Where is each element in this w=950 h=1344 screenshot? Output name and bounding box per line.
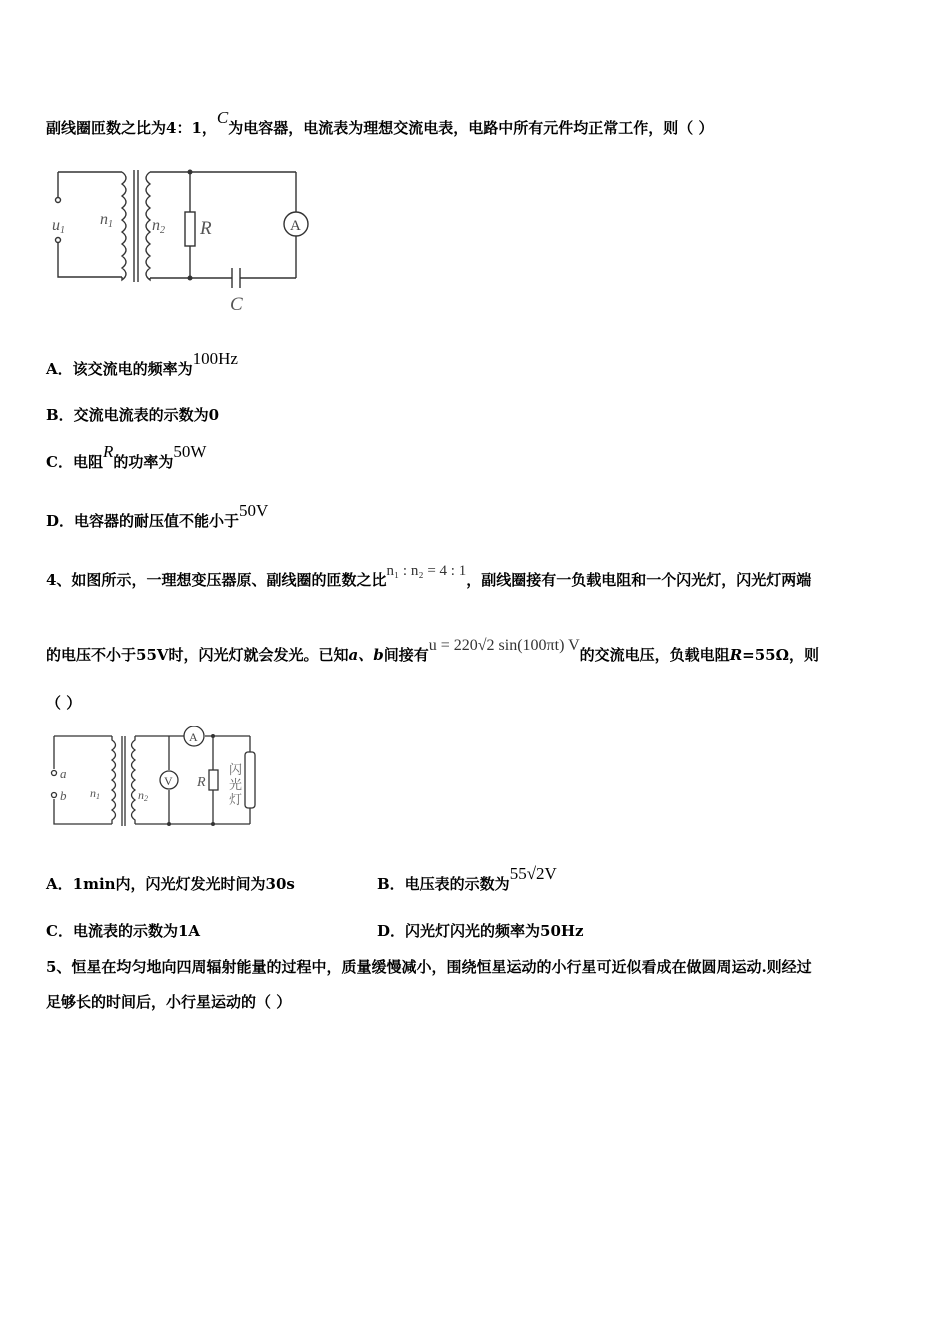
- q3-option-d-text: D．电容器的耐压值不能小于: [46, 512, 240, 530]
- label-u1: u: [52, 217, 60, 234]
- q3-option-a-value: 100Hz: [192, 349, 238, 368]
- label-n2: n: [138, 788, 144, 802]
- label-terminal-a: a: [60, 766, 67, 781]
- q4-option-b: [377, 864, 557, 894]
- q3-option-c-text1: C．电阻: [46, 453, 103, 471]
- q4-line2-r: R: [729, 646, 743, 664]
- label-n1-sub: 1: [108, 219, 113, 230]
- q3-option-c-text2: 的功率为: [113, 453, 174, 471]
- label-voltmeter: V: [164, 774, 173, 788]
- q4-option-d: D．闪光灯闪光的频率为50Hz: [377, 922, 584, 940]
- label-u1-sub: 1: [60, 225, 65, 236]
- q4-line2-d: =55Ω，则: [742, 646, 819, 664]
- q4-line2-c: 的交流电压，负载电阻: [579, 646, 730, 664]
- label-c: C: [230, 294, 243, 315]
- q3-stem-part1: 副线圈匝数之比为4：1，: [46, 119, 217, 137]
- q3-option-a-text: A．该交流电的频率为: [46, 360, 193, 378]
- q4-ratio: n₁ : n₂ = 4 : 1: [386, 563, 467, 579]
- label-n2-sub: 2: [144, 794, 148, 803]
- label-n1-sub: 1: [96, 792, 100, 801]
- q3-stem: [46, 108, 714, 138]
- q3-option-c: [46, 442, 207, 472]
- q4-answer-paren: （ ）: [46, 694, 82, 712]
- q4-option-b-value: 55√2V: [509, 864, 557, 883]
- label-terminal-b: b: [60, 788, 67, 803]
- lamp-char-3: 灯: [229, 792, 243, 807]
- svg-text:n1: [90, 786, 100, 801]
- svg-text:n2: [138, 788, 148, 803]
- label-r: R: [197, 775, 206, 790]
- label-n2-sub: 2: [160, 225, 165, 236]
- q4-stem-line1: [46, 563, 812, 590]
- q4-formula: u = 220√2 sin(100πt) V: [428, 637, 580, 654]
- q3-option-b: B．交流电流表的示数为0: [46, 406, 220, 424]
- q4-line1-a: 4、如图所示，一理想变压器原、副线圈的匝数之比: [46, 571, 387, 589]
- lamp-char-2: 光: [229, 777, 243, 792]
- lamp-char-1: 闪: [229, 762, 243, 777]
- q4-line2-a: 的电压不小于55V时，闪光灯就会发光。已知: [46, 646, 349, 664]
- q4-option-c: C．电流表的示数为1A: [46, 922, 201, 940]
- symbol-c: C: [216, 108, 229, 127]
- q4-line1-b: ，副线圈接有一负载电阻和一个闪光灯，闪光灯两端: [466, 571, 812, 589]
- q4-stem-line2: [46, 637, 819, 665]
- label-n1: n: [100, 211, 108, 228]
- label-r: R: [200, 218, 212, 239]
- q5-stem-line1: 5、恒星在均匀地向四周辐射能量的过程中，质量缓慢减小，围绕恒星运动的小行星可近似看成在做圆周运动.则经过: [46, 958, 812, 976]
- svg-text:u1: [52, 217, 65, 236]
- q4-circuit-diagram: [46, 726, 262, 830]
- q5-stem-line2: 足够长的时间后，小行星运动的（ ）: [46, 993, 292, 1011]
- label-ammeter: A: [290, 218, 301, 234]
- q3-option-c-value: 50W: [173, 442, 207, 461]
- svg-text:n1: [100, 211, 113, 230]
- label-n1: n: [90, 786, 96, 800]
- label-ammeter: A: [189, 730, 198, 744]
- q3-stem-part2: 为电容器，电流表为理想交流电表，电路中所有元件均正常工作，则（ ）: [228, 119, 714, 137]
- svg-text:n2: [152, 217, 165, 236]
- q3-option-a: [46, 349, 238, 379]
- q3-circuit-diagram: [46, 160, 316, 316]
- q4-option-b-text: B．电压表的示数为: [377, 875, 510, 893]
- q4-line2-b: 间接有: [383, 646, 429, 664]
- q3-option-d: [46, 501, 269, 531]
- q4-line2-ab: a、b: [348, 646, 384, 664]
- q4-option-a: A．1min内，闪光灯发光时间为30s: [46, 875, 295, 893]
- q3-option-c-symbol: R: [102, 442, 114, 461]
- q3-option-d-value: 50V: [239, 501, 269, 520]
- label-n2: n: [152, 217, 160, 234]
